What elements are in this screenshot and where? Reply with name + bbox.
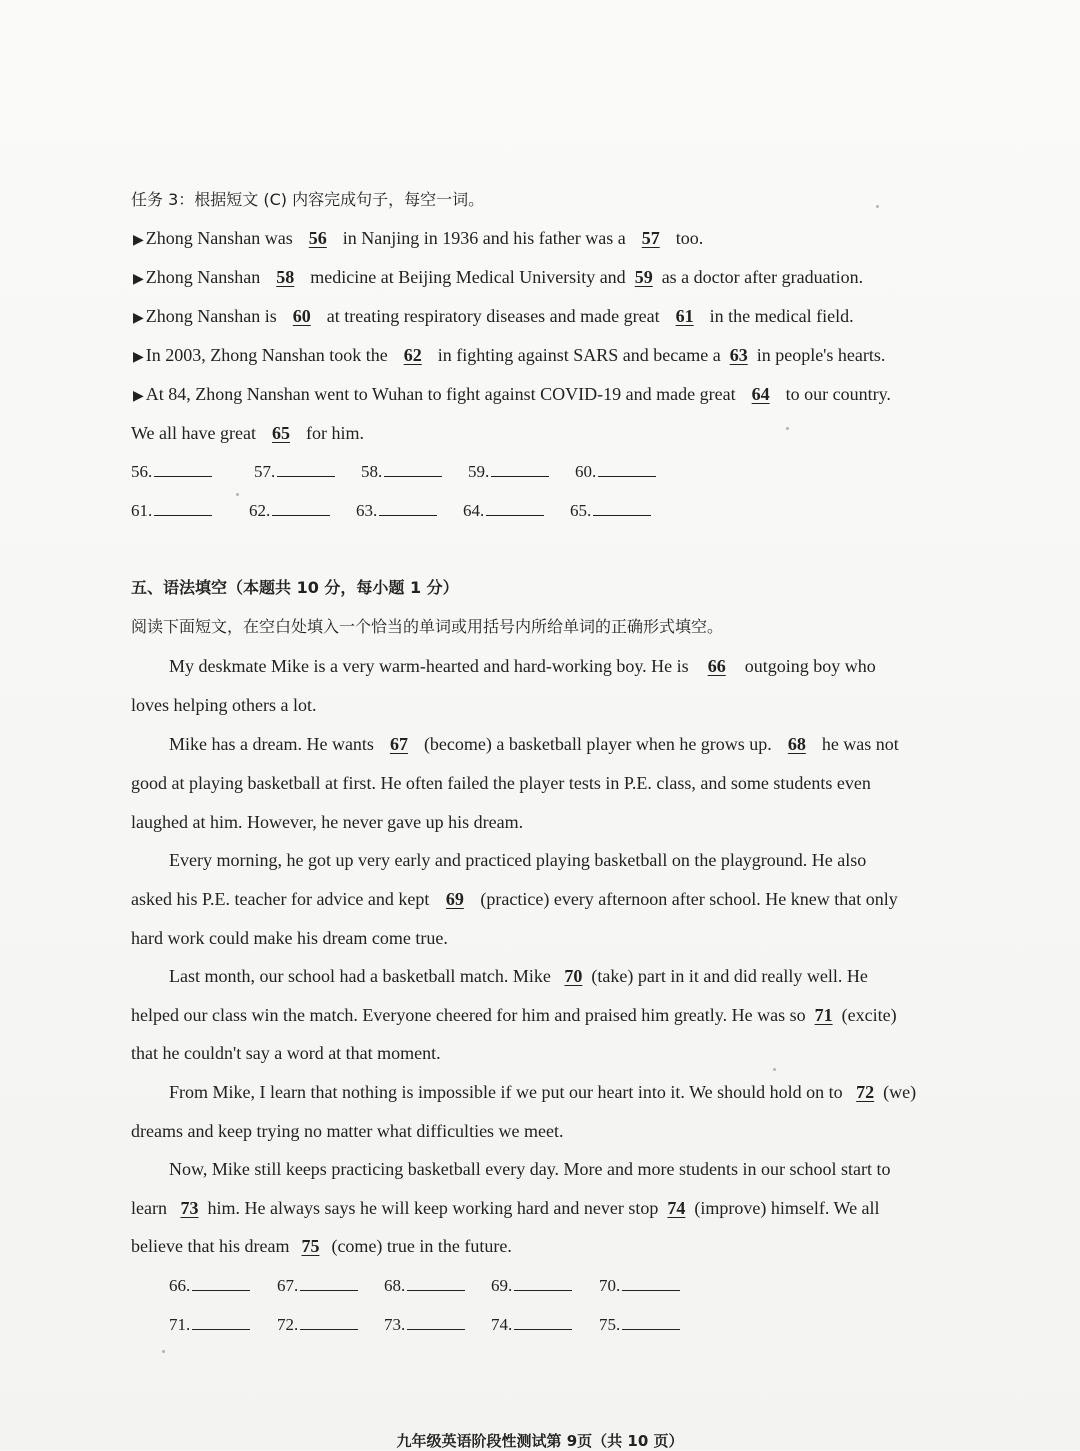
passage-line: Every morning, he got up very early and practiced playing basketball on the playground. He also: [169, 850, 867, 870]
passage-line: From Mike, I learn that nothing is impossible if we put our heart into it. We should hold on to 72 (we): [169, 1082, 917, 1102]
answer-item[interactable]: 62.: [249, 499, 330, 521]
section5-title: 五、语法填空（本题共 10 分，每小题 1 分）: [131, 578, 459, 597]
blank-61[interactable]: 61: [675, 306, 694, 326]
task3-title: 任务 3：根据短文 (C) 内容完成句子，每空一词。: [131, 190, 485, 209]
section5-instruction: 阅读下面短文，在空白处填入一个恰当的单词或用括号内所给单词的正确形式填空。: [131, 617, 724, 636]
blank-74[interactable]: 74: [667, 1198, 686, 1218]
answer-item[interactable]: 68.: [384, 1274, 465, 1296]
sentence-58-59: ▶ Zhong Nanshan 58 medicine at Beijing Medical University and 59 as a doctor after graduation.: [133, 267, 864, 287]
answer-item[interactable]: 74.: [491, 1313, 572, 1335]
blank-73[interactable]: 73: [180, 1198, 199, 1218]
passage-line: helped our class win the match. Everyone cheered for him and praised him greatly. He was so 71 (excite): [131, 1005, 897, 1025]
scan-speck: [876, 205, 879, 208]
answer-item[interactable]: 67.: [277, 1274, 358, 1296]
answer-item[interactable]: 66.: [169, 1274, 250, 1296]
answer-item[interactable]: 70.: [599, 1274, 680, 1296]
blank-62[interactable]: 62: [403, 345, 422, 365]
right-triangle-icon: ▶: [133, 350, 144, 365]
answer-item[interactable]: 57.: [254, 460, 335, 482]
answer-item[interactable]: 69.: [491, 1274, 572, 1296]
right-triangle-icon: ▶: [133, 311, 144, 326]
blank-66[interactable]: 66: [707, 656, 726, 676]
sentence-64: ▶ At 84, Zhong Nanshan went to Wuhan to fight against COVID-19 and made great 64 to our country.: [133, 384, 891, 404]
answer-item[interactable]: 61.: [131, 499, 212, 521]
answer-item[interactable]: 59.: [468, 460, 549, 482]
passage-line: laughed at him. However, he never gave up his dream.: [131, 812, 524, 832]
right-triangle-icon: ▶: [133, 272, 144, 287]
answer-item[interactable]: 64.: [463, 499, 544, 521]
passage-line: Now, Mike still keeps practicing basketball every day. More and more students in our school start to: [169, 1159, 891, 1179]
blank-60[interactable]: 60: [292, 306, 311, 326]
right-triangle-icon: ▶: [133, 233, 144, 248]
blank-72[interactable]: 72: [856, 1082, 875, 1102]
answer-item[interactable]: 58.: [361, 460, 442, 482]
passage-line: believe that his dream 75 (come) true in the future.: [131, 1236, 512, 1256]
scan-speck: [236, 493, 239, 496]
sentence-56-57: ▶ Zhong Nanshan was 56 in Nanjing in 1936 and his father was a 57 too.: [133, 228, 704, 248]
passage-line: Last month, our school had a basketball match. Mike 70 (take) part in it and did really well. He: [169, 966, 868, 986]
scan-speck: [786, 427, 789, 430]
sentence-65: We all have great 65 for him.: [131, 423, 364, 443]
blank-67[interactable]: 67: [389, 734, 408, 754]
blank-68[interactable]: 68: [787, 734, 806, 754]
passage-line: My deskmate Mike is a very warm-hearted and hard-working boy. He is 66 outgoing boy who: [169, 656, 876, 676]
answer-item[interactable]: 60.: [575, 460, 656, 482]
blank-57[interactable]: 57: [641, 228, 660, 248]
passage-line: loves helping others a lot.: [131, 695, 317, 715]
blank-64[interactable]: 64: [751, 384, 770, 404]
blank-58[interactable]: 58: [276, 267, 295, 287]
answer-item[interactable]: 63.: [356, 499, 437, 521]
passage-line: that he couldn't say a word at that moment.: [131, 1043, 441, 1063]
sentence-60-61: ▶ Zhong Nanshan is 60 at treating respiratory diseases and made great 61 in the medical field.: [133, 306, 854, 326]
passage-line: dreams and keep trying no matter what difficulties we meet.: [131, 1121, 564, 1141]
passage-line: asked his P.E. teacher for advice and kept 69 (practice) every afternoon after school. He knew that only: [131, 889, 898, 909]
answer-item[interactable]: 72.: [277, 1313, 358, 1335]
answer-item[interactable]: 73.: [384, 1313, 465, 1335]
answer-item[interactable]: 71.: [169, 1313, 250, 1335]
answer-item[interactable]: 65.: [570, 499, 651, 521]
blank-71[interactable]: 71: [814, 1005, 833, 1025]
blank-65[interactable]: 65: [271, 423, 290, 443]
page-footer: 九年级英语阶段性测试第 9页（共 10 页）: [396, 1432, 684, 1450]
passage-line: good at playing basketball at first. He often failed the player tests in P.E. class, and some students even: [131, 773, 871, 793]
blank-70[interactable]: 70: [564, 966, 583, 986]
blank-75[interactable]: 75: [301, 1236, 320, 1256]
passage-line: Mike has a dream. He wants 67 (become) a basketball player when he grows up. 68 he was not: [169, 734, 899, 754]
right-triangle-icon: ▶: [133, 389, 144, 404]
scan-speck: [162, 1350, 165, 1353]
passage-line: learn 73 him. He always says he will keep working hard and never stop 74 (improve) himself. We all: [131, 1198, 880, 1218]
answer-item[interactable]: 75.: [599, 1313, 680, 1335]
sentence-62-63: ▶ In 2003, Zhong Nanshan took the 62 in fighting against SARS and became a 63 in people's hearts.: [133, 345, 886, 365]
passage-line: hard work could make his dream come true.: [131, 928, 448, 948]
answer-item[interactable]: 56.: [131, 460, 212, 482]
blank-56[interactable]: 56: [308, 228, 327, 248]
scan-speck: [773, 1068, 776, 1071]
blank-59[interactable]: 59: [634, 267, 653, 287]
blank-69[interactable]: 69: [445, 889, 464, 909]
blank-63[interactable]: 63: [729, 345, 748, 365]
